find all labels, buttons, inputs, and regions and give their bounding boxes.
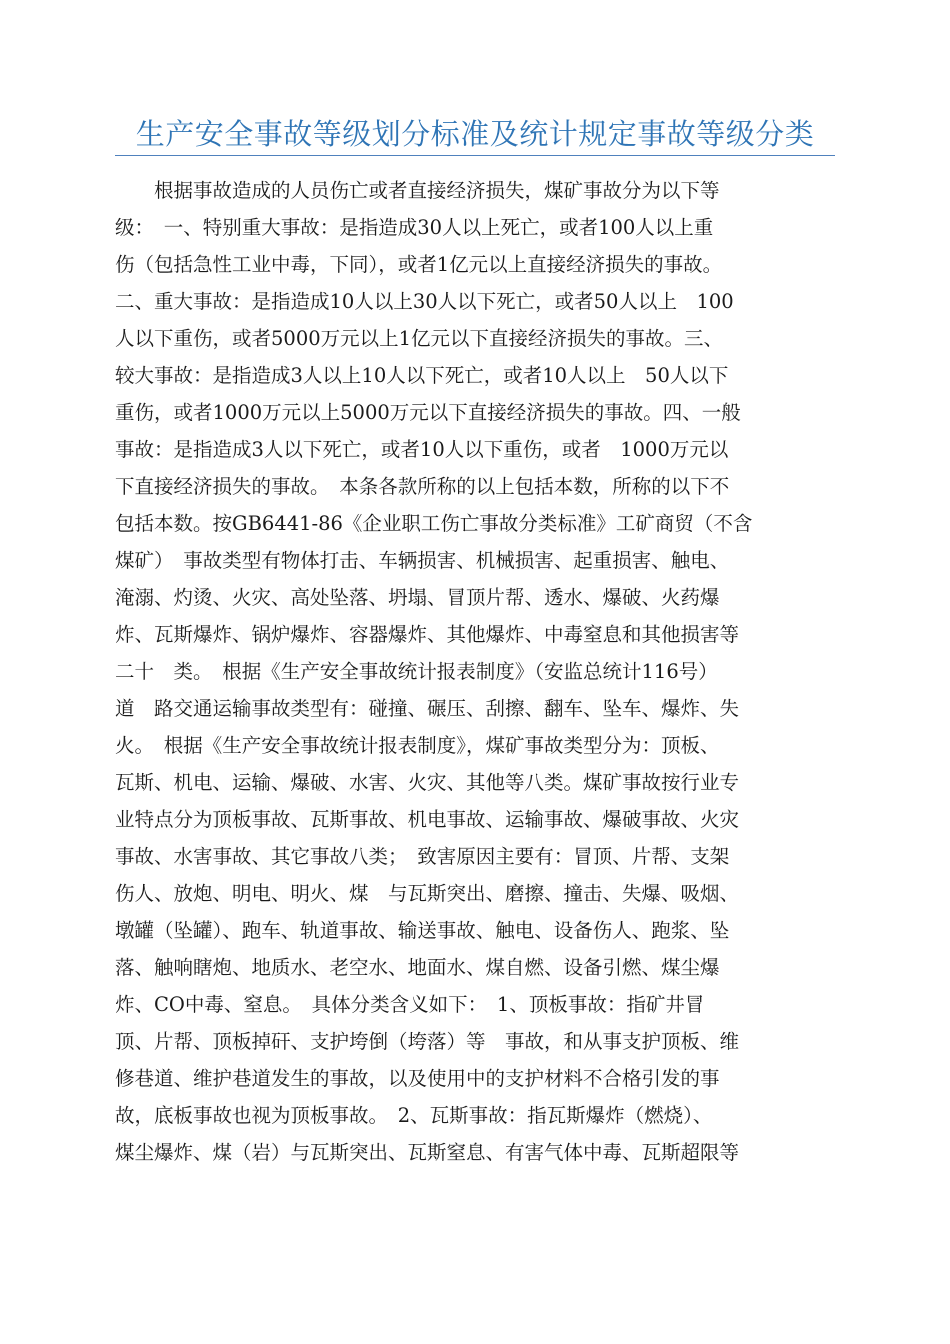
text-line: 落、触响瞎炮、地质水、老空水、地面水、煤自燃、设备引燃、煤尘爆	[115, 956, 720, 979]
text-line: 淹溺、灼烫、火灾、高处坠落、坍塌、冒顶片帮、透水、爆破、火药爆	[115, 586, 720, 609]
text-line: 根据事故造成的人员伤亡或者直接经济损失，煤矿事故分为以下等	[115, 179, 720, 202]
text-line: 故，底板事故也视为顶板事故。 2、瓦斯事故：指瓦斯爆炸（燃烧）、	[115, 1104, 713, 1127]
text-line: 道 路交通运输事故类型有：碰撞、碾压、刮擦、翻车、坠车、爆炸、失	[115, 697, 740, 720]
text-line: 火。 根据《生产安全事故统计报表制度》，煤矿事故类型分为：顶板、	[115, 734, 720, 757]
text-line: 事故、水害事故、其它事故八类； 致害原因主要有：冒顶、片帮、支架	[115, 845, 730, 868]
text-line: 下直接经济损失的事故。 本条各款所称的以上包括本数，所称的以下不	[115, 475, 730, 498]
text-line: 修巷道、维护巷道发生的事故，以及使用中的支护材料不合格引发的事	[115, 1067, 720, 1090]
text-line: 顶、片帮、顶板掉矸、支护垮倒（垮落）等 事故，和从事支护顶板、维	[115, 1030, 740, 1053]
text-line: 煤矿） 事故类型有物体打击、车辆损害、机械损害、起重损害、触电、	[115, 549, 730, 572]
text-line: 包括本数。按GB6441-86《企业职工伤亡事故分类标准》工矿商贸（不含	[115, 512, 753, 535]
text-line: 二、重大事故：是指造成10人以上30人以下死亡，或者50人以上 100	[115, 290, 734, 313]
text-line: 炸、CO中毒、窒息。 具体分类含义如下： 1、顶板事故：指矿井冒	[115, 993, 705, 1016]
text-line: 事故：是指造成3人以下死亡，或者10人以下重伤，或者 1000万元以	[115, 438, 729, 461]
text-line: 煤尘爆炸、煤（岩）与瓦斯突出、瓦斯窒息、有害气体中毒、瓦斯超限等	[115, 1141, 740, 1164]
page-title: 生产安全事故等级划分标准及统计规定事故等级分类	[135, 117, 815, 151]
text-line: 重伤，或者1000万元以上5000万元以下直接经济损失的事故。四、一般	[115, 401, 741, 424]
text-line: 墩罐（坠罐）、跑车、轨道事故、输送事故、触电、设备伤人、跑浆、坠	[115, 919, 730, 942]
text-line: 伤（包括急性工业中毒，下同），或者1亿元以上直接经济损失的事故。	[115, 253, 723, 276]
text-line: 级： 一、特别重大事故：是指造成30人以上死亡，或者100人以上重	[115, 216, 714, 239]
text-line: 较大事故：是指造成3人以上10人以下死亡，或者10人以上 50人以下	[115, 364, 729, 387]
text-line: 瓦斯、机电、运输、爆破、水害、火灾、其他等八类。煤矿事故按行业专	[115, 771, 740, 794]
text-line: 业特点分为顶板事故、瓦斯事故、机电事故、运输事故、爆破事故、火灾	[115, 808, 740, 831]
body-text	[115, 172, 835, 1171]
title-underline	[115, 155, 835, 156]
text-line: 伤人、放炮、明电、明火、煤 与瓦斯突出、磨擦、撞击、失爆、吸烟、	[115, 882, 740, 905]
text-line: 人以下重伤，或者5000万元以上1亿元以下直接经济损失的事故。三、	[115, 327, 724, 350]
text-line: 炸、瓦斯爆炸、锅炉爆炸、容器爆炸、其他爆炸、中毒窒息和其他损害等	[115, 623, 740, 646]
text-line: 二十 类。 根据《生产安全事故统计报表制度》（安监总统计116号）	[115, 660, 718, 683]
